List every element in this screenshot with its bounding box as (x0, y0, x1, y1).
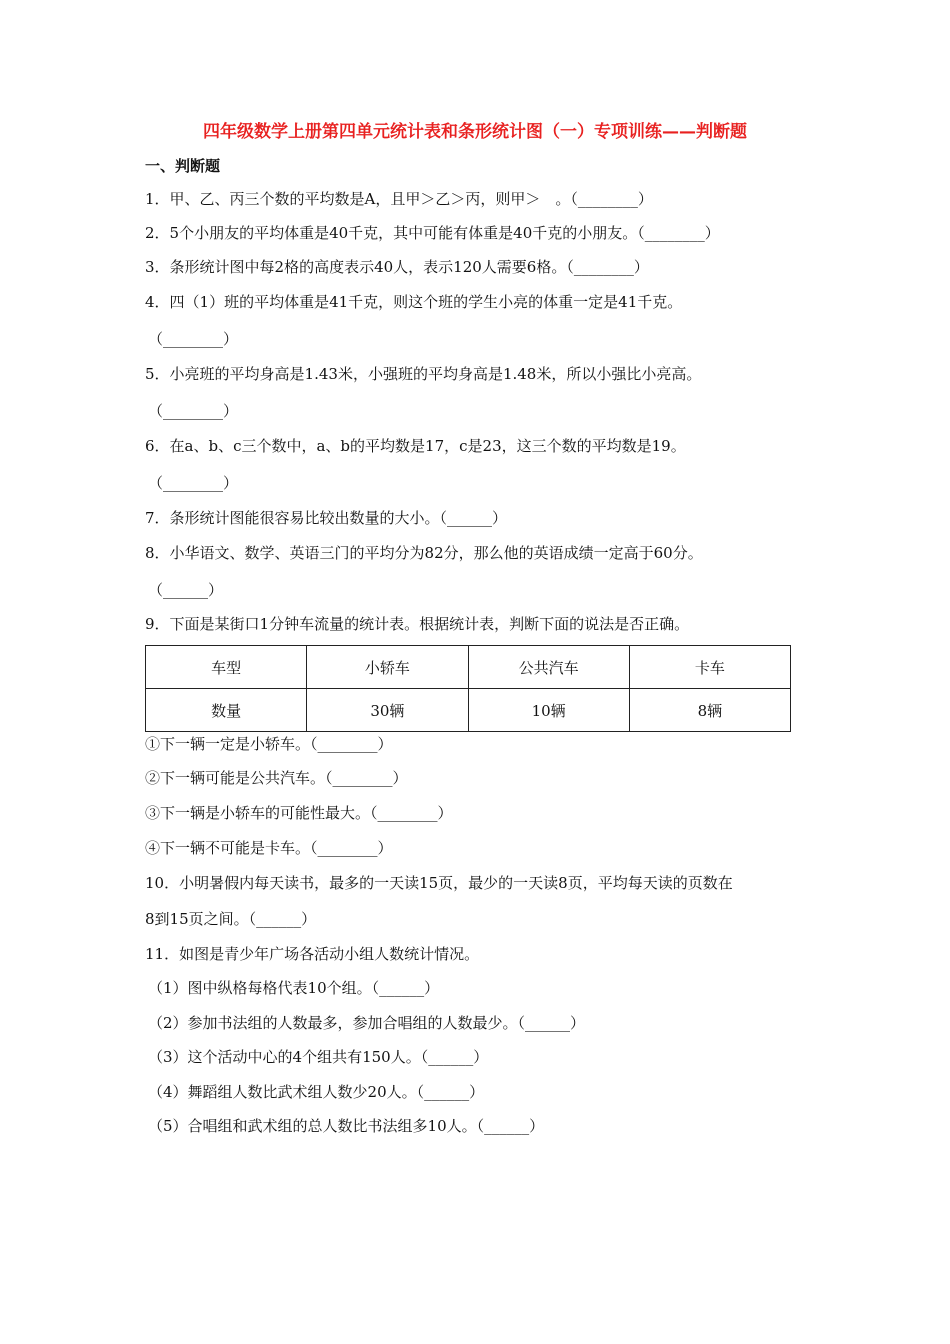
q11-item-4: （4）舞蹈组人数比武术组人数少20人。（______） (148, 1083, 485, 1101)
table-cell: 车型 (146, 646, 307, 689)
question-4: 4．四（1）班的平均体重是41千克，则这个班的学生小亮的体重一定是41千克。 (145, 293, 683, 311)
question-1: 1．甲、乙、丙三个数的平均数是A，且甲＞乙＞丙，则甲＞ 。（________） (145, 190, 653, 208)
table-cell: 10辆 (468, 689, 629, 732)
question-7: 7．条形统计图能很容易比较出数量的大小。（______） (145, 509, 508, 527)
question-11: 11．如图是青少年广场各活动小组人数统计情况。 (145, 945, 480, 963)
table-row (146, 689, 791, 732)
question-8: 8．小华语文、数学、英语三门的平均分为82分，那么他的英语成绩一定高于60分。 (145, 544, 703, 562)
table-cell: 小轿车 (307, 646, 468, 689)
section-heading: 一、判断题 (145, 157, 221, 175)
table-header-row (146, 646, 791, 689)
q9-item-4: ④下一辆不可能是卡车。（________） (145, 839, 393, 857)
answer-blank-4[interactable]: （________） (148, 330, 239, 348)
question-5: 5．小亮班的平均身高是1.43米，小强班的平均身高是1.48米，所以小强比小亮高。 (145, 365, 702, 383)
q9-item-3: ③下一辆是小轿车的可能性最大。（________） (145, 804, 453, 822)
answer-blank-5[interactable]: （________） (148, 402, 239, 420)
table-cell: 公共汽车 (468, 646, 629, 689)
q11-item-2: （2）参加书法组的人数最多，参加合唱组的人数最少。（______） (148, 1014, 586, 1032)
question-2: 2．5个小朋友的平均体重是40千克，其中可能有体重是40千克的小朋友。（________） (145, 224, 720, 242)
page-title: 四年级数学上册第四单元统计表和条形统计图（一）专项训练——判断题 (203, 122, 747, 142)
question-3: 3．条形统计图中每2格的高度表示40人，表示120人需要6格。（________） (145, 258, 649, 276)
traffic-table (145, 645, 791, 732)
table-cell: 数量 (146, 689, 307, 732)
answer-blank-6[interactable]: （________） (148, 474, 239, 492)
question-9: 9．下面是某街口1分钟车流量的统计表。根据统计表，判断下面的说法是否正确。 (145, 615, 690, 633)
q9-item-2: ②下一辆可能是公共汽车。（________） (145, 769, 408, 787)
answer-blank-8[interactable]: （______） (148, 581, 224, 599)
q11-item-3: （3）这个活动中心的4个组共有150人。（______） (148, 1048, 489, 1066)
question-10-cont: 8到15页之间。（______） (145, 910, 317, 928)
table-cell: 8辆 (629, 689, 790, 732)
table-cell: 30辆 (307, 689, 468, 732)
q11-item-1: （1）图中纵格每格代表10个组。（______） (148, 979, 440, 997)
q9-item-1: ①下一辆一定是小轿车。（________） (145, 735, 393, 753)
q11-item-5: （5）合唱组和武术组的总人数比书法组多10人。（______） (148, 1117, 545, 1135)
question-10: 10．小明暑假内每天读书，最多的一天读15页，最少的一天读8页，平均每天读的页数在 (145, 874, 733, 892)
table-cell: 卡车 (629, 646, 790, 689)
question-6: 6．在a、b、c三个数中，a、b的平均数是17，c是23，这三个数的平均数是19。 (145, 437, 686, 455)
